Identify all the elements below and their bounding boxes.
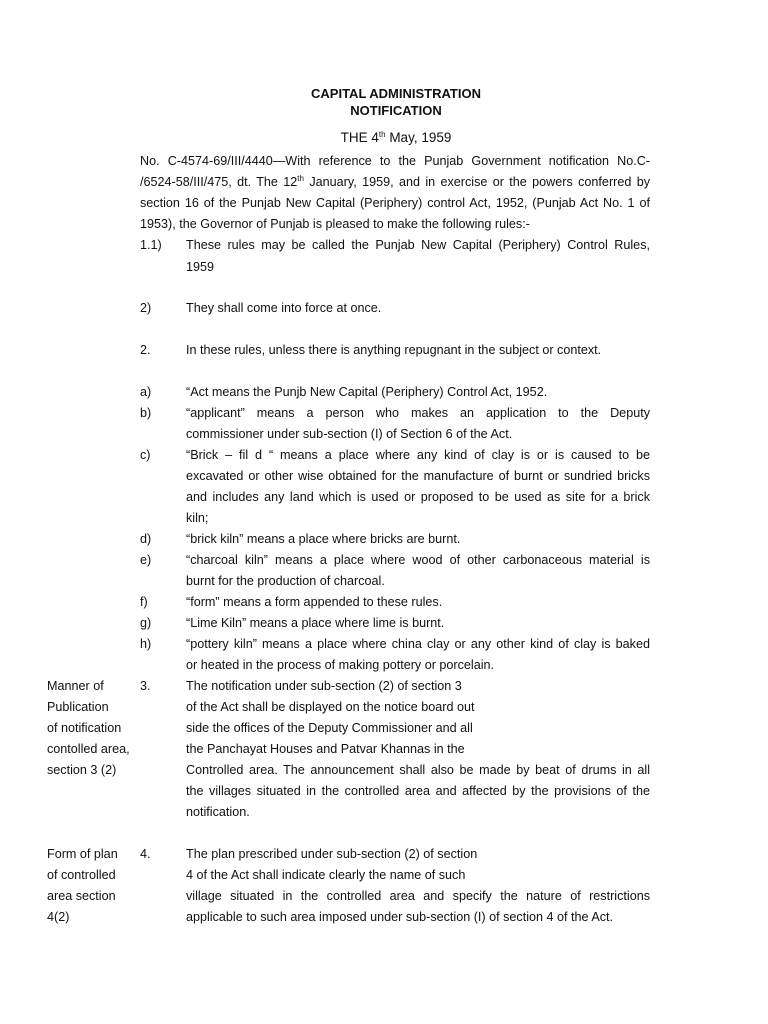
rule-4-line-4: applicable to such area imposed under sub-section (I) of section 4 of the Act. — [186, 910, 614, 924]
rule-3-line-5: Controlled area. The announcement shall also be made by beat of drums in all — [186, 763, 650, 777]
rule-3-line-3: side the offices of the Deputy Commissioner and all — [186, 721, 473, 735]
rule-2-definitions-intro: In these rules, unless there is anything repugnant in the subject or context. — [186, 343, 602, 357]
rule-4-line-3: village situated in the controlled area and specify the nature of restrictions — [186, 889, 650, 903]
rule-1-1-line-2: 1959 — [186, 260, 215, 274]
rule-4-line-1: The plan prescribed under sub-section (2) of section — [186, 847, 478, 861]
definition-lime-kiln: “Lime Kiln” means a place where lime is burnt. — [186, 616, 445, 630]
rule-1-1-line-1: These rules may be called the Punjab New Capital (Periphery) Control Rules, — [186, 238, 650, 252]
definition-brick-field-line-2: excavated or other wise obtained for the manufacture of burnt or sundried bricks — [186, 469, 650, 483]
definition-charcoal-kiln-line-2: burnt for the production of charcoal. — [186, 574, 385, 588]
preamble-line-1: No. C-4574-69/III/4440—With reference to the Punjab Government notification No.C- — [140, 154, 650, 168]
preamble-line-2: /6524-58/III/475, dt. The 12th January, 1959, and in exercise or the powers conferred by — [140, 174, 650, 189]
clause-letter: f) — [140, 595, 148, 609]
margin-note-rule-4: 4(2) — [47, 910, 70, 924]
clause-letter: c) — [140, 448, 151, 462]
rule-3-line-2: of the Act shall be displayed on the notice board out — [186, 700, 475, 714]
rule-number: 3. — [140, 679, 151, 693]
definition-brick-field-line-3: and includes any land which is used or proposed to be used as site for a brick — [186, 490, 650, 504]
definition-act: “Act means the Punjb New Capital (Periphery) Control Act, 1952. — [186, 385, 548, 399]
clause-letter: g) — [140, 616, 152, 630]
definition-brick-field-line-4: kiln; — [186, 511, 209, 525]
definition-applicant-line-1: “applicant” means a person who makes an application to the Deputy — [186, 406, 650, 420]
heading-date: THE 4th May, 1959 — [340, 130, 452, 145]
definition-form: “form” means a form appended to these rules. — [186, 595, 443, 609]
definition-brick-field-line-1: “Brick – fil d “ means a place where any kind of clay is or is caused to be — [186, 448, 650, 462]
rule-4-line-2: 4 of the Act shall indicate clearly the name of such — [186, 868, 466, 882]
preamble-line-3: section 16 of the Punjab New Capital (Periphery) control Act, 1952, (Punjab Act No. 1 of — [140, 196, 650, 210]
rule-3-line-7: notification. — [186, 805, 250, 819]
rule-number: 1.1) — [140, 238, 162, 252]
clause-letter: d) — [140, 532, 152, 546]
margin-note-rule-3: section 3 (2) — [47, 763, 117, 777]
margin-note-rule-3: Publication — [47, 700, 109, 714]
margin-note-rule-3: Manner of — [47, 679, 104, 693]
clause-letter: a) — [140, 385, 152, 399]
margin-note-rule-3: contolled area, — [47, 742, 130, 756]
margin-note-rule-4: Form of plan — [47, 847, 118, 861]
rule-number: 2) — [140, 301, 152, 315]
clause-letter: b) — [140, 406, 152, 420]
preamble-line-4: 1953), the Governor of Punjab is pleased to make the following rules:- — [140, 217, 530, 231]
definition-charcoal-kiln-line-1: “charcoal kiln” means a place where wood of other carbonaceous material is — [186, 553, 650, 567]
rule-number: 2. — [140, 343, 151, 357]
clause-letter: h) — [140, 637, 152, 651]
definition-pottery-kiln-line-2: or heated in the process of making pottery or porcelain. — [186, 658, 495, 672]
rule-3-line-4: the Panchayat Houses and Patvar Khannas in the — [186, 742, 465, 756]
rule-3-line-1: The notification under sub-section (2) of section 3 — [186, 679, 462, 693]
margin-note-rule-4: area section — [47, 889, 116, 903]
heading-title: CAPITAL ADMINISTRATION — [311, 86, 481, 101]
rule-2-text: They shall come into force at once. — [186, 301, 382, 315]
heading-subtitle: NOTIFICATION — [350, 103, 442, 118]
clause-letter: e) — [140, 553, 152, 567]
rule-number: 4. — [140, 847, 151, 861]
definition-brick-kiln: “brick kiln” means a place where bricks are burnt. — [186, 532, 461, 546]
definition-pottery-kiln-line-1: “pottery kiln” means a place where china clay or any other kind of clay is baked — [186, 637, 650, 651]
definition-applicant-line-2: commissioner under sub-section (I) of Section 6 of the Act. — [186, 427, 513, 441]
rule-3-line-6: the villages situated in the controlled area and affected by the provisions of the — [186, 784, 650, 798]
margin-note-rule-4: of controlled — [47, 868, 116, 882]
margin-note-rule-3: of notification — [47, 721, 122, 735]
